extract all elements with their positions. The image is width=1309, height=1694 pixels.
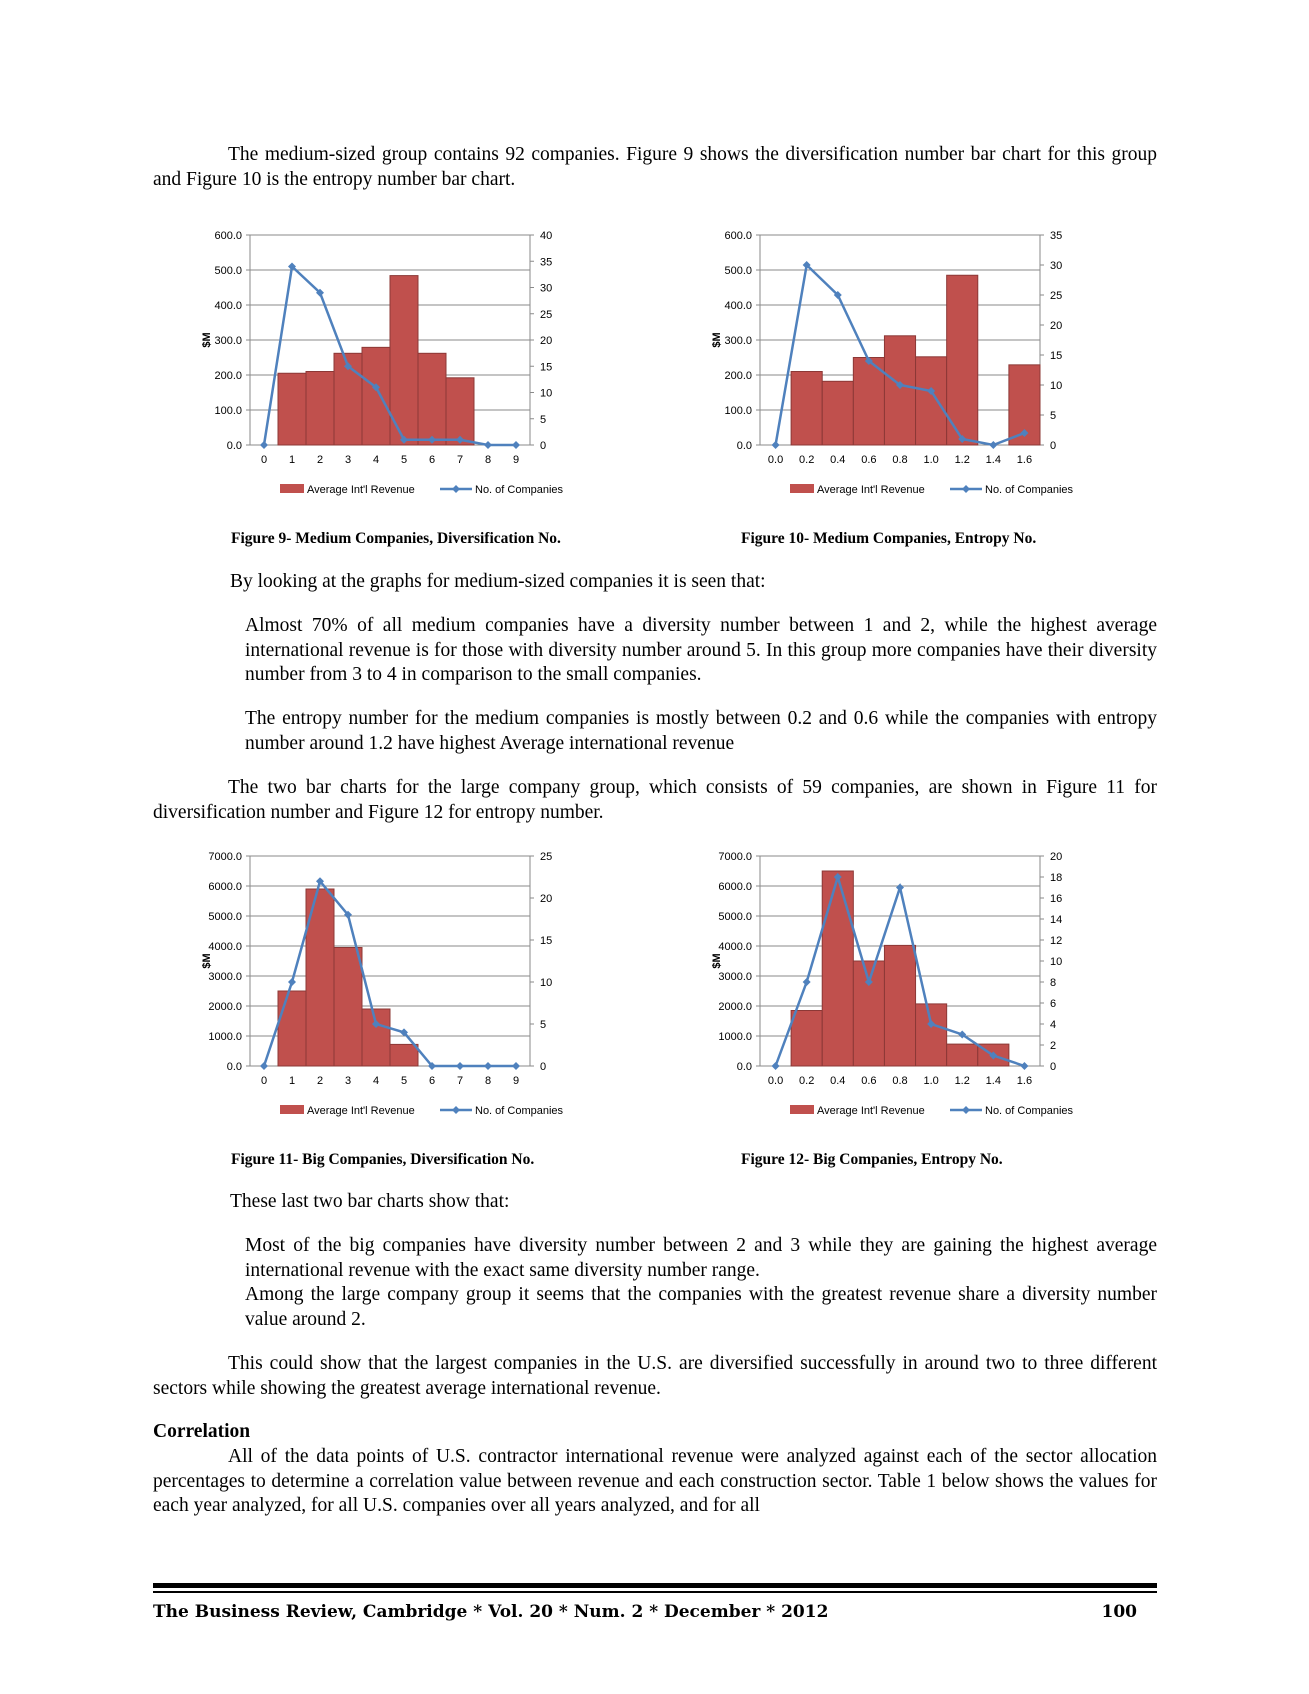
figure-9-chart xyxy=(190,225,590,515)
legend-label-bars: Average Int'l Revenue xyxy=(817,484,925,496)
y-tick-label: 5000.0 xyxy=(718,911,752,923)
figure-12-caption: Figure 12- Big Companies, Entropy No. xyxy=(741,1151,1003,1168)
x-tick-label: 1.6 xyxy=(1016,1075,1033,1087)
y-tick-label: 500.0 xyxy=(214,265,242,277)
figure-9-caption: Figure 9- Medium Companies, Diversification No. xyxy=(231,530,561,547)
bar xyxy=(884,336,915,445)
x-tick-label: 1.4 xyxy=(985,454,1001,466)
y2-tick-label: 18 xyxy=(1050,872,1063,884)
figure-10-caption: Figure 10- Medium Companies, Entropy No. xyxy=(741,530,1037,547)
y2-tick-label: 2 xyxy=(1050,1040,1057,1052)
x-tick-label: 0 xyxy=(260,1075,268,1087)
chart-svg xyxy=(190,846,590,1136)
y-tick-label: 4000.0 xyxy=(208,941,242,953)
x-tick-label: 1.4 xyxy=(985,1075,1001,1087)
bar xyxy=(334,948,362,1067)
y2-tick-label: 20 xyxy=(540,335,553,347)
line-point xyxy=(288,978,296,986)
y-tick-label: 400.0 xyxy=(724,300,752,312)
y-axis-label: $M xyxy=(711,953,723,969)
y2-tick-label: 25 xyxy=(1050,290,1063,302)
legend-marker-line xyxy=(452,1106,460,1114)
bar xyxy=(278,373,306,445)
y2-tick-label: 5 xyxy=(540,1019,547,1031)
bar xyxy=(947,275,978,445)
legend-swatch-bars xyxy=(790,484,814,493)
bar xyxy=(916,357,947,445)
legend-label-bars: Average Int'l Revenue xyxy=(817,1105,925,1117)
y2-tick-label: 10 xyxy=(540,977,553,989)
y-tick-label: 0.0 xyxy=(736,1061,752,1073)
line-point xyxy=(484,1062,492,1070)
bullet-medium-entropy: The entropy number for the medium companies is mostly between 0.2 and 0.6 while the companies with entropy number around 1.2 have highest Average international revenue xyxy=(245,708,1157,754)
bar xyxy=(791,1011,822,1067)
x-tick-label: 0.0 xyxy=(767,1075,784,1087)
x-tick-label: 2 xyxy=(316,1075,324,1087)
x-tick-label: 4 xyxy=(372,1075,380,1087)
paragraph-large-findings: These last two bar charts show that: xyxy=(230,1191,510,1212)
x-tick-label: 1.0 xyxy=(923,454,939,466)
bullet-large-diversity: Most of the big companies have diversity number between 2 and 3 while they are gaining the highest average international revenue with the exact same diversity number range. xyxy=(245,1235,1157,1281)
y-tick-label: 4000.0 xyxy=(718,941,752,953)
x-tick-label: 1.2 xyxy=(954,1075,970,1087)
x-tick-label: 0.6 xyxy=(861,1075,877,1087)
y-tick-label: 500.0 xyxy=(724,265,752,277)
y-tick-label: 600.0 xyxy=(214,230,242,242)
line-point xyxy=(512,1062,520,1070)
legend-swatch-bars xyxy=(790,1105,814,1114)
y-tick-label: 3000.0 xyxy=(718,971,752,983)
y2-tick-label: 0 xyxy=(540,440,547,452)
x-tick-label: 1 xyxy=(288,1075,296,1087)
y2-tick-label: 0 xyxy=(1050,1061,1057,1073)
x-tick-label: 0.0 xyxy=(767,454,784,466)
legend-label-line: No. of Companies xyxy=(475,484,564,496)
y2-tick-label: 0 xyxy=(1050,440,1057,452)
figure-10-chart xyxy=(700,225,1100,515)
y-tick-label: 3000.0 xyxy=(208,971,242,983)
y2-tick-label: 4 xyxy=(1050,1019,1057,1031)
line-point xyxy=(1020,1062,1028,1070)
bullet-large-revenue: Among the large company group it seems that the companies with the greatest revenue share a diversity number value around 2. xyxy=(245,1284,1157,1330)
bar xyxy=(947,1044,978,1066)
y-tick-label: 0.0 xyxy=(226,1061,242,1073)
y-tick-label: 5000.0 xyxy=(208,911,242,923)
x-tick-label: 8 xyxy=(484,454,492,466)
bar xyxy=(884,945,915,1066)
x-tick-label: 0.2 xyxy=(799,454,815,466)
line-point xyxy=(456,1062,464,1070)
bar xyxy=(362,1009,390,1066)
y2-tick-label: 40 xyxy=(540,230,553,242)
x-tick-label: 3 xyxy=(344,1075,352,1087)
bar xyxy=(306,372,334,446)
y-tick-label: 300.0 xyxy=(724,335,752,347)
x-tick-label: 1.6 xyxy=(1016,454,1033,466)
y2-tick-label: 30 xyxy=(1050,260,1063,272)
paragraph-conclusion: This could show that the largest companies in the U.S. are diversified successfully in around two to three different sectors while showing the greatest average international revenue. xyxy=(153,1353,1157,1399)
x-tick-label: 0.4 xyxy=(830,1075,846,1087)
legend-marker-line xyxy=(452,485,460,493)
bar xyxy=(446,378,474,445)
y2-tick-label: 14 xyxy=(1050,914,1063,926)
y2-tick-label: 25 xyxy=(540,308,553,321)
y-tick-label: 100.0 xyxy=(724,405,752,417)
page-number: 100 xyxy=(1101,1602,1137,1622)
figure-11-chart xyxy=(190,846,590,1136)
y2-tick-label: 5 xyxy=(1050,410,1057,422)
y-tick-label: 300.0 xyxy=(214,335,242,347)
x-tick-label: 1.0 xyxy=(923,1075,939,1087)
footer-journal: The Business Review, Cambridge * Vol. 20 * Num. 2 * December * 2012 xyxy=(153,1602,829,1622)
paragraph-intro-medium: The medium-sized group contains 92 companies. Figure 9 shows the diversification number bar chart for this group and Figure 10 is the entropy number bar chart. xyxy=(153,144,1157,190)
x-tick-label: 4 xyxy=(372,454,380,466)
line-point xyxy=(260,1062,268,1070)
y2-tick-label: 20 xyxy=(1050,320,1063,332)
y-tick-label: 6000.0 xyxy=(718,881,752,893)
bar xyxy=(853,961,884,1066)
x-tick-label: 0.8 xyxy=(892,1075,908,1087)
x-tick-label: 5 xyxy=(400,454,408,466)
line-point xyxy=(772,1062,780,1070)
y2-tick-label: 25 xyxy=(540,851,553,863)
y2-tick-label: 5 xyxy=(540,413,547,426)
y2-tick-label: 6 xyxy=(1050,998,1057,1010)
y-tick-label: 600.0 xyxy=(724,230,752,242)
line-point xyxy=(896,884,904,892)
line-point xyxy=(772,441,780,449)
y2-tick-label: 15 xyxy=(540,935,553,947)
legend-label-line: No. of Companies xyxy=(985,484,1074,496)
x-tick-label: 5 xyxy=(400,1075,408,1087)
line-point xyxy=(512,441,520,449)
legend-label-line: No. of Companies xyxy=(475,1105,564,1117)
paragraph-medium-findings: By looking at the graphs for medium-sized companies it is seen that: xyxy=(230,571,766,592)
y2-tick-label: 8 xyxy=(1050,977,1057,989)
paragraph-correlation: All of the data points of U.S. contractor international revenue were analyzed against each of the sector allocation percentages to determine a correlation value between revenue and each construction sector. Table 1 below shows the values for each year analyzed, for all U.S. companies over all years analyzed, and for all xyxy=(153,1446,1157,1516)
footer-rule-thin xyxy=(153,1591,1157,1593)
legend-swatch-bars xyxy=(280,1105,304,1114)
y2-tick-label: 35 xyxy=(1050,230,1063,242)
bar xyxy=(791,372,822,446)
y-tick-label: 1000.0 xyxy=(718,1031,752,1043)
x-tick-label: 0.2 xyxy=(799,1075,815,1087)
x-tick-label: 1 xyxy=(288,454,296,466)
x-tick-label: 1.2 xyxy=(954,454,970,466)
legend-label-bars: Average Int'l Revenue xyxy=(307,484,415,496)
bar xyxy=(916,1004,947,1066)
y-tick-label: 2000.0 xyxy=(208,1001,242,1013)
y2-tick-label: 10 xyxy=(1050,380,1063,392)
x-tick-label: 0.4 xyxy=(830,454,846,466)
chart-svg xyxy=(190,225,590,515)
x-tick-label: 7 xyxy=(456,1075,464,1087)
y-tick-label: 200.0 xyxy=(724,370,752,382)
y-tick-label: 400.0 xyxy=(214,300,242,312)
legend-label-line: No. of Companies xyxy=(985,1105,1074,1117)
y2-tick-label: 30 xyxy=(540,282,553,295)
y2-tick-label: 0 xyxy=(540,1061,547,1073)
y-tick-label: 6000.0 xyxy=(208,881,242,893)
y-tick-label: 2000.0 xyxy=(718,1001,752,1013)
legend-swatch-bars xyxy=(280,484,304,493)
y2-tick-label: 12 xyxy=(1050,935,1063,947)
y-tick-label: 200.0 xyxy=(214,370,242,382)
y-tick-label: 7000.0 xyxy=(208,851,242,863)
legend-marker-line xyxy=(962,485,970,493)
x-tick-label: 7 xyxy=(456,454,464,466)
y2-tick-label: 15 xyxy=(540,361,553,374)
bar xyxy=(362,347,390,445)
x-tick-label: 0.6 xyxy=(861,454,877,466)
y-tick-label: 100.0 xyxy=(214,405,242,417)
legend-marker-line xyxy=(962,1106,970,1114)
x-tick-label: 6 xyxy=(428,454,436,466)
bar xyxy=(418,353,446,445)
y2-tick-label: 16 xyxy=(1050,893,1063,905)
x-tick-label: 8 xyxy=(484,1075,492,1087)
x-tick-label: 3 xyxy=(344,454,352,466)
y-tick-label: 0.0 xyxy=(736,440,752,452)
y2-tick-label: 10 xyxy=(540,387,553,400)
x-tick-label: 9 xyxy=(512,1075,520,1087)
bar xyxy=(390,1044,418,1066)
y2-tick-label: 20 xyxy=(540,893,553,905)
y-tick-label: 7000.0 xyxy=(718,851,752,863)
line-point xyxy=(803,978,811,986)
chart-svg xyxy=(700,846,1100,1136)
legend-label-bars: Average Int'l Revenue xyxy=(307,1105,415,1117)
y2-tick-label: 20 xyxy=(1050,851,1063,863)
line-point xyxy=(260,441,268,449)
y2-tick-label: 10 xyxy=(1050,956,1063,968)
x-tick-label: 0.8 xyxy=(892,454,908,466)
y-axis-label: $M xyxy=(201,953,213,969)
section-heading-correlation: Correlation xyxy=(153,1421,251,1442)
x-tick-label: 9 xyxy=(512,454,520,466)
x-tick-label: 6 xyxy=(428,1075,436,1087)
x-tick-label: 2 xyxy=(316,454,324,466)
x-tick-label: 0 xyxy=(260,454,268,466)
line-point xyxy=(989,441,997,449)
y2-tick-label: 15 xyxy=(1050,350,1063,362)
bullet-medium-diversity: Almost 70% of all medium companies have a diversity number between 1 and 2, while the highest average international revenue is for those with diversity number around 5. In this group more companies have their diversity number from 3 to 4 in comparison to the small companies. xyxy=(245,615,1157,685)
y2-tick-label: 35 xyxy=(540,256,553,269)
paragraph-intro-large: The two bar charts for the large company group, which consists of 59 companies, are shown in Figure 11 for diversification number and Figure 12 for entropy number. xyxy=(153,777,1157,823)
bar xyxy=(278,991,306,1066)
bar xyxy=(822,381,853,445)
y-axis-label: $M xyxy=(201,332,213,348)
y-axis-label: $M xyxy=(711,332,723,348)
figure-11-caption: Figure 11- Big Companies, Diversification No. xyxy=(231,1151,535,1168)
y-tick-label: 1000.0 xyxy=(208,1031,242,1043)
y-tick-label: 0.0 xyxy=(226,440,242,452)
footer-rule-thick xyxy=(153,1583,1157,1588)
figure-12-chart xyxy=(700,846,1100,1136)
page-footer xyxy=(153,1602,1157,1622)
line-point xyxy=(484,441,492,449)
chart-svg xyxy=(700,225,1100,515)
bar xyxy=(822,871,853,1066)
